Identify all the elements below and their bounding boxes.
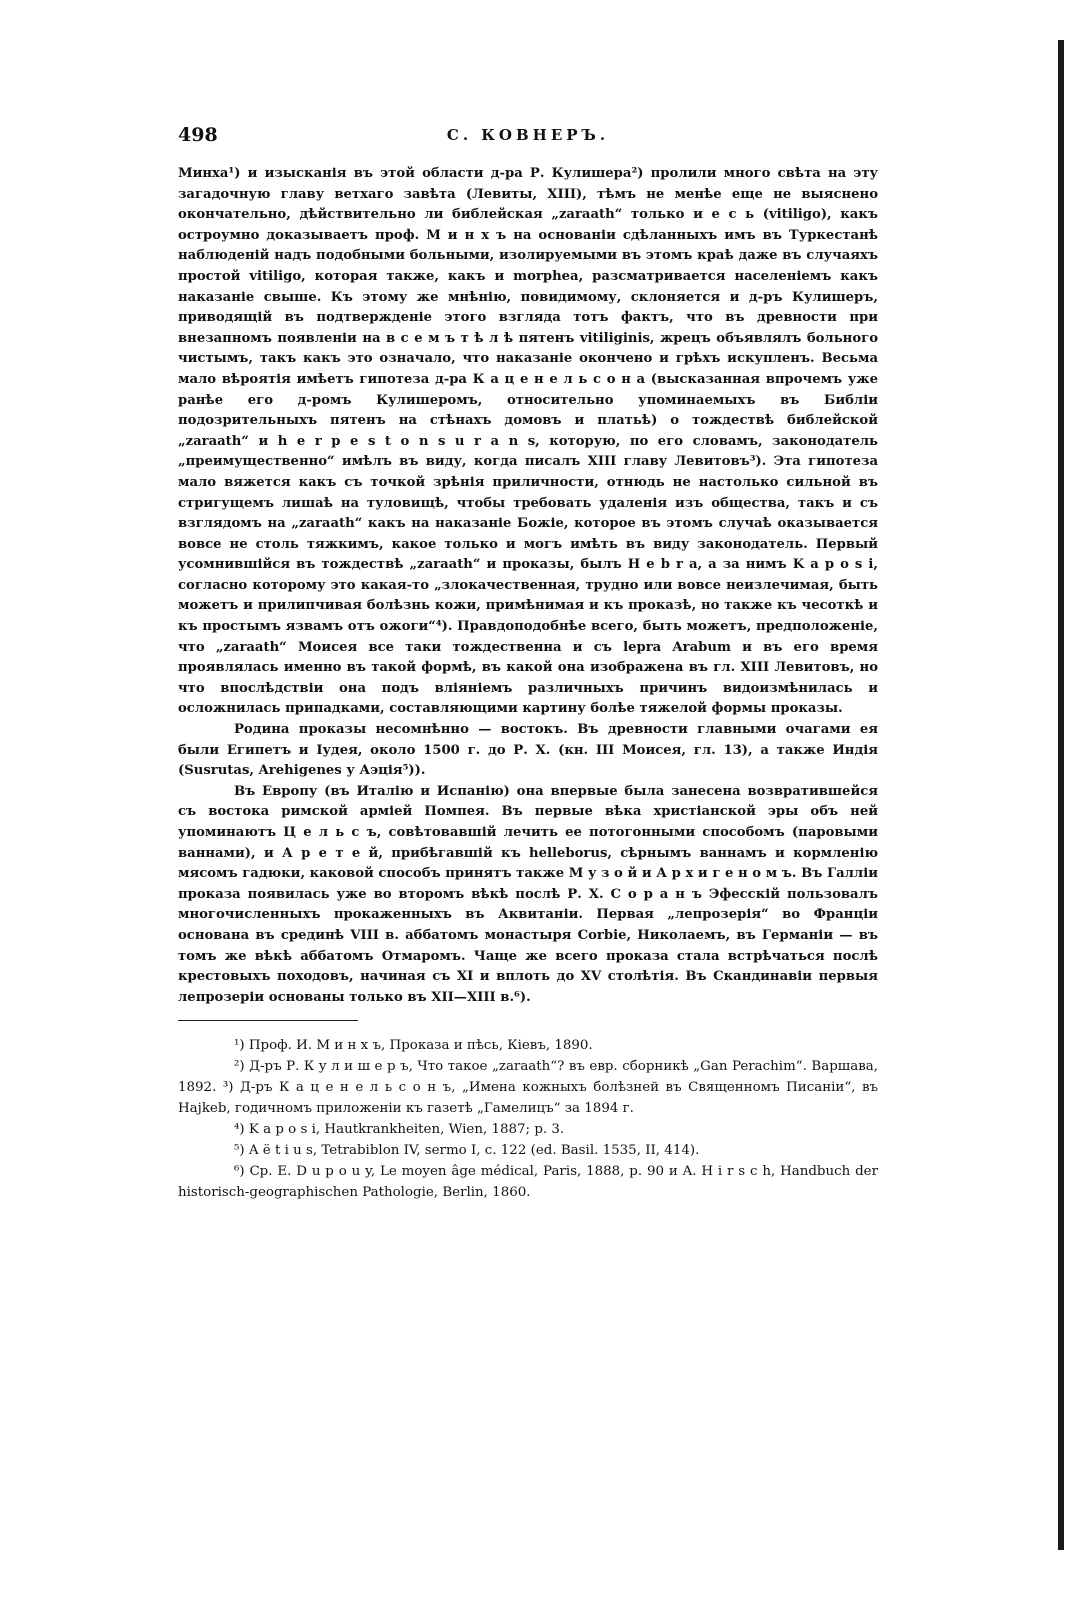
scan-edge-border	[1058, 40, 1064, 1550]
page-number: 498	[178, 124, 218, 146]
footnote-1: ¹) Проф. И. М и н х ъ, Проказа и пѣсь, Кіевъ, 1890.	[234, 1038, 593, 1054]
running-title: С. КОВНЕРЪ.	[446, 126, 610, 144]
footnote-2-3: ²) Д-ръ Р. К у л и ш е р ъ, Что такое „zaraath“? въ евр. сборникѣ „Gan Perachim“. Варшава, 1892. ³) Д-ръ К а ц е н е л ь с о н ъ, „Имена кожныхъ болѣзней въ Священномъ Писаніи“, въ Hajkeb, годичномъ приложеніи къ газетѣ „Гамелицъ“ за 1894 г.	[178, 1059, 878, 1117]
body-paragraph-2: Родина проказы несомнѣнно — востокъ. Въ древности главными очагами ея были Египетъ и Іудея, около 1500 г. до Р. Х. (кн. III Моисея, гл. 13), а также Индія (Susrutas, Arehigenes у Аэція⁵)).	[178, 722, 878, 779]
running-head	[178, 124, 878, 164]
footnote-4: ⁴) K a p o s i, Hautkrankheiten, Wien, 1887; p. 3.	[234, 1122, 565, 1138]
footnote-separator	[178, 1020, 358, 1021]
footnote-6: ⁶) Cp. E. D u p o u y, Le moyen âge médical, Paris, 1888, p. 90 и A. H i r s c h, Handbuch der historisch-geographischen Pathologie, Berlin, 1860.	[178, 1164, 878, 1201]
footnotes	[178, 1035, 878, 1203]
body-paragraph-1: Минха¹) и изысканія въ этой области д-ра Р. Кулишера²) пролили много свѣта на эту загадочную главу ветхаго завѣта (Левиты, XIII), тѣмъ не менѣе еще не выяснено окончательно, дѣйствительно ли библейская „zaraath“ только и е с ь (vitiligo), какъ остроумно доказываетъ проф. М и н х ъ на основаніи сдѣланныхъ имъ въ Туркестанѣ наблюденій надъ подобными больными, изолируемыми въ этомъ краѣ даже въ случаяхъ простой vitiligo, которая также, какъ и morphea, разсматривается населеніемъ какъ наказаніе свыше. Къ этому же мнѣнію, повидимому, склоняется и д-ръ Кулишеръ, приводящій въ подтвержденіе этого взгляда тотъ фактъ, что въ древности при внезапномъ появленіи на в с е м ъ т ѣ л ѣ пятенъ vitiliginis, жрецъ объявлялъ больного чистымъ, такъ какъ это означало, что наказаніе окончено и грѣхъ искупленъ. Весьма мало вѣроятія имѣетъ гипотеза д-ра К а ц е н е л ь с о н а (высказанная впрочемъ уже ранѣе его д-ромъ Кулишеромъ, относительно упоминаемыхъ въ Библіи подозрительныхъ пятенъ на стѣнахъ домовъ и платьѣ) о тождествѣ библейской „zaraath“ и h e r p e s t o n s u r a n s, которую, по его словамъ, законодатель „преимущественно“ имѣлъ въ виду, когда писалъ XIII главу Левитовъ³). Эта гипотеза мало вяжется какъ съ точкой зрѣнія приличности, отнюдь не настолько сильной въ стригущемъ лишаѣ на туловищѣ, чтобы требовать удаленія изъ общества, такъ и съ взглядомъ на „zaraath“ какъ на наказаніе Божіе, которое въ этомъ случаѣ оказывается вовсе не столь тяжкимъ, какое только и могъ имѣть въ виду законодатель. Первый усомнившійся въ тождествѣ „zaraath“ и проказы, былъ H e b r a, а за нимъ K a p o s i, согласно которому это какая-то „злокачественная, трудно или вовсе неизлечимая, быть можетъ и прилипчивая болѣзнь кожи, примѣнимая и къ проказѣ, но также къ чесоткѣ и къ простымъ язвамъ отъ ожоги“⁴). Правдоподобнѣе всего, быть можетъ, предположеніе, что „zaraath“ Моисея все таки тождественна и съ lepra Arabum и въ его время проявлялась именно въ такой формѣ, въ какой она изображена въ гл. XIII Левитовъ, но что впослѣдствіи она подъ вліяніемъ различныхъ причинъ видоизмѣнилась и осложнилась припадками, составляющими картину болѣе тяжелой формы проказы.	[178, 166, 878, 717]
body-paragraph-3: Въ Европу (въ Италію и Испанію) она впервые была занесена возвратившейся съ востока римской арміей Помпея. Въ первые вѣка христіанской эры объ ней упоминаютъ Ц е л ь с ъ, совѣтовавшій лечить ее потогонными способомъ (паровыми ваннами), и А р е т е й, прибѣгавшій къ helleborus, сѣрнымъ ваннамъ и кормленію мясомъ гадюки, каковой способъ принятъ также М у з о й и А р х и г е н о м ъ. Въ Галліи проказа появилась уже во второмъ вѣкѣ послѣ Р. Х. С о р а н ъ Эфесскій пользовалъ многочисленныхъ прокаженныхъ въ Аквитаніи. Первая „лепрозерія“ во Франціи основана въ срединѣ VIII в. аббатомъ монастыря Corbie, Николаемъ, въ Германіи — въ томъ же вѣкѣ аббатомъ Отмаромъ. Чаще же всего проказа стала встрѣчаться послѣ крестовыхъ походовъ, начиная съ XI и вплоть до XV столѣтія. Въ Скандинавіи первыя лепрозеріи основаны только въ XII—XIII в.⁶).	[178, 783, 878, 1005]
book-page	[178, 124, 878, 1203]
footnote-5: ⁵) A ë t i u s, Tetrabiblon IV, sermo I, c. 122 (ed. Basil. 1535, II, 414).	[234, 1143, 700, 1159]
